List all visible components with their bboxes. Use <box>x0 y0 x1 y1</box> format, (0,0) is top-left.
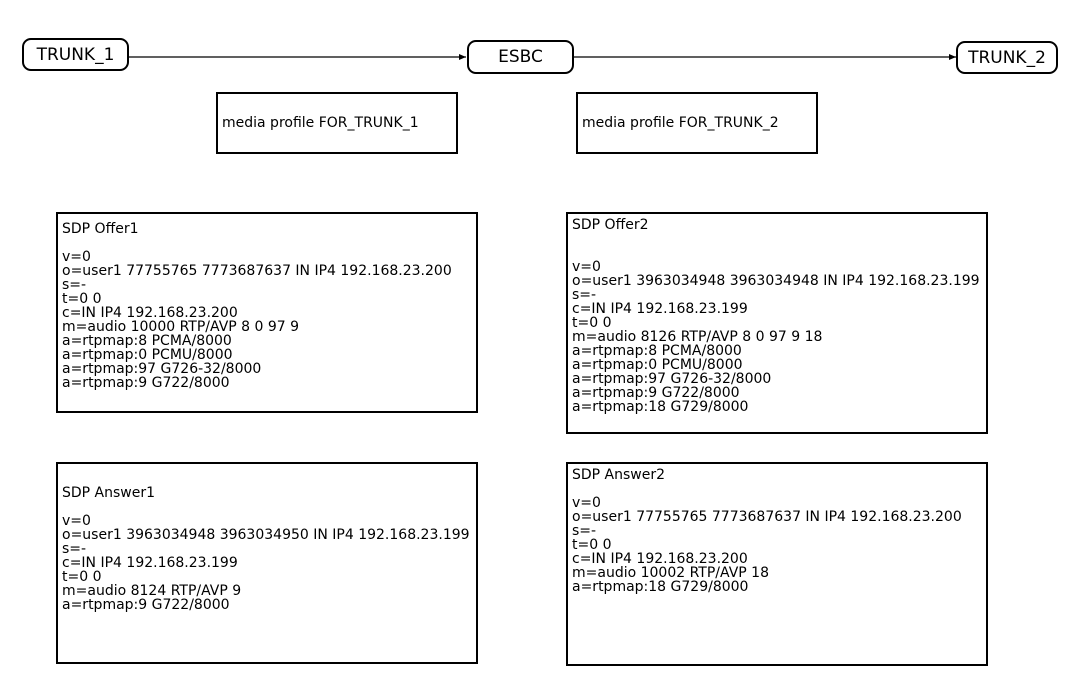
sdp-line: a=rtpmap:18 G729/8000 <box>572 399 749 415</box>
sdp-offer-1-title: SDP Offer1 <box>62 221 139 237</box>
sdp-line: a=rtpmap:97 G726-32/8000 <box>572 371 772 387</box>
media-profile-trunk-1 <box>216 92 458 154</box>
sdp-line: s=- <box>62 541 87 557</box>
sdp-offer-1-lines <box>62 250 476 390</box>
sdp-line: c=IN IP4 192.168.23.199 <box>62 555 238 571</box>
sdp-line: c=IN IP4 192.168.23.199 <box>572 301 748 317</box>
sdp-offer-2-box <box>566 212 988 434</box>
sdp-line: o=user1 3963034948 3963034950 IN IP4 192.168.23.199 <box>62 527 470 543</box>
sdp-line: t=0 0 <box>572 315 612 331</box>
media-profile-trunk-2 <box>576 92 818 154</box>
sdp-answer-2-title: SDP Answer2 <box>572 467 666 483</box>
sdp-line: a=rtpmap:8 PCMA/8000 <box>572 343 742 359</box>
sdp-answer-2-lines <box>572 496 986 594</box>
sdp-line: a=rtpmap:9 G722/8000 <box>572 385 740 401</box>
sdp-line: c=IN IP4 192.168.23.200 <box>572 551 748 567</box>
sdp-line: o=user1 77755765 7773687637 IN IP4 192.168.23.200 <box>62 263 452 279</box>
sdp-offer-2-title: SDP Offer2 <box>572 217 649 233</box>
sdp-offer-2-lines <box>572 260 986 414</box>
sdp-line: a=rtpmap:18 G729/8000 <box>572 579 749 595</box>
sdp-answer-1-title: SDP Answer1 <box>62 485 156 501</box>
node-esbc: ESBC <box>467 40 574 74</box>
sdp-line: t=0 0 <box>62 569 102 585</box>
sdp-line: v=0 <box>62 513 91 529</box>
sdp-line: a=rtpmap:9 G722/8000 <box>62 375 230 391</box>
media-profile-trunk-1-label: media profile FOR_TRUNK_1 <box>222 115 419 131</box>
sdp-line: m=audio 10000 RTP/AVP 8 0 97 9 <box>62 319 300 335</box>
sdp-answer-2-box <box>566 462 988 666</box>
sdp-line: m=audio 8126 RTP/AVP 8 0 97 9 18 <box>572 329 823 345</box>
sdp-line: c=IN IP4 192.168.23.200 <box>62 305 238 321</box>
node-trunk-1: TRUNK_1 <box>22 38 129 71</box>
sdp-line: a=rtpmap:97 G726-32/8000 <box>62 361 262 377</box>
sdp-line: a=rtpmap:0 PCMU/8000 <box>572 357 743 373</box>
sdp-answer-1-lines <box>62 514 476 612</box>
sdp-line: v=0 <box>572 495 601 511</box>
sdp-line: a=rtpmap:9 G722/8000 <box>62 597 230 613</box>
sdp-line: s=- <box>572 287 597 303</box>
sdp-line: o=user1 77755765 7773687637 IN IP4 192.168.23.200 <box>572 509 962 525</box>
sdp-line: v=0 <box>62 249 91 265</box>
sdp-offer-1-box <box>56 212 478 413</box>
sdp-line: m=audio 10002 RTP/AVP 18 <box>572 565 769 581</box>
sdp-line: s=- <box>62 277 87 293</box>
sdp-answer-1-box <box>56 462 478 664</box>
node-trunk-2: TRUNK_2 <box>956 41 1058 74</box>
sdp-line: s=- <box>572 523 597 539</box>
media-profile-trunk-2-label: media profile FOR_TRUNK_2 <box>582 115 779 131</box>
sdp-line: t=0 0 <box>572 537 612 553</box>
sdp-line: v=0 <box>572 259 601 275</box>
sdp-line: a=rtpmap:8 PCMA/8000 <box>62 333 232 349</box>
sdp-line: a=rtpmap:0 PCMU/8000 <box>62 347 233 363</box>
sdp-line: o=user1 3963034948 3963034948 IN IP4 192.168.23.199 <box>572 273 980 289</box>
sdp-line: m=audio 8124 RTP/AVP 9 <box>62 583 242 599</box>
sdp-line: t=0 0 <box>62 291 102 307</box>
